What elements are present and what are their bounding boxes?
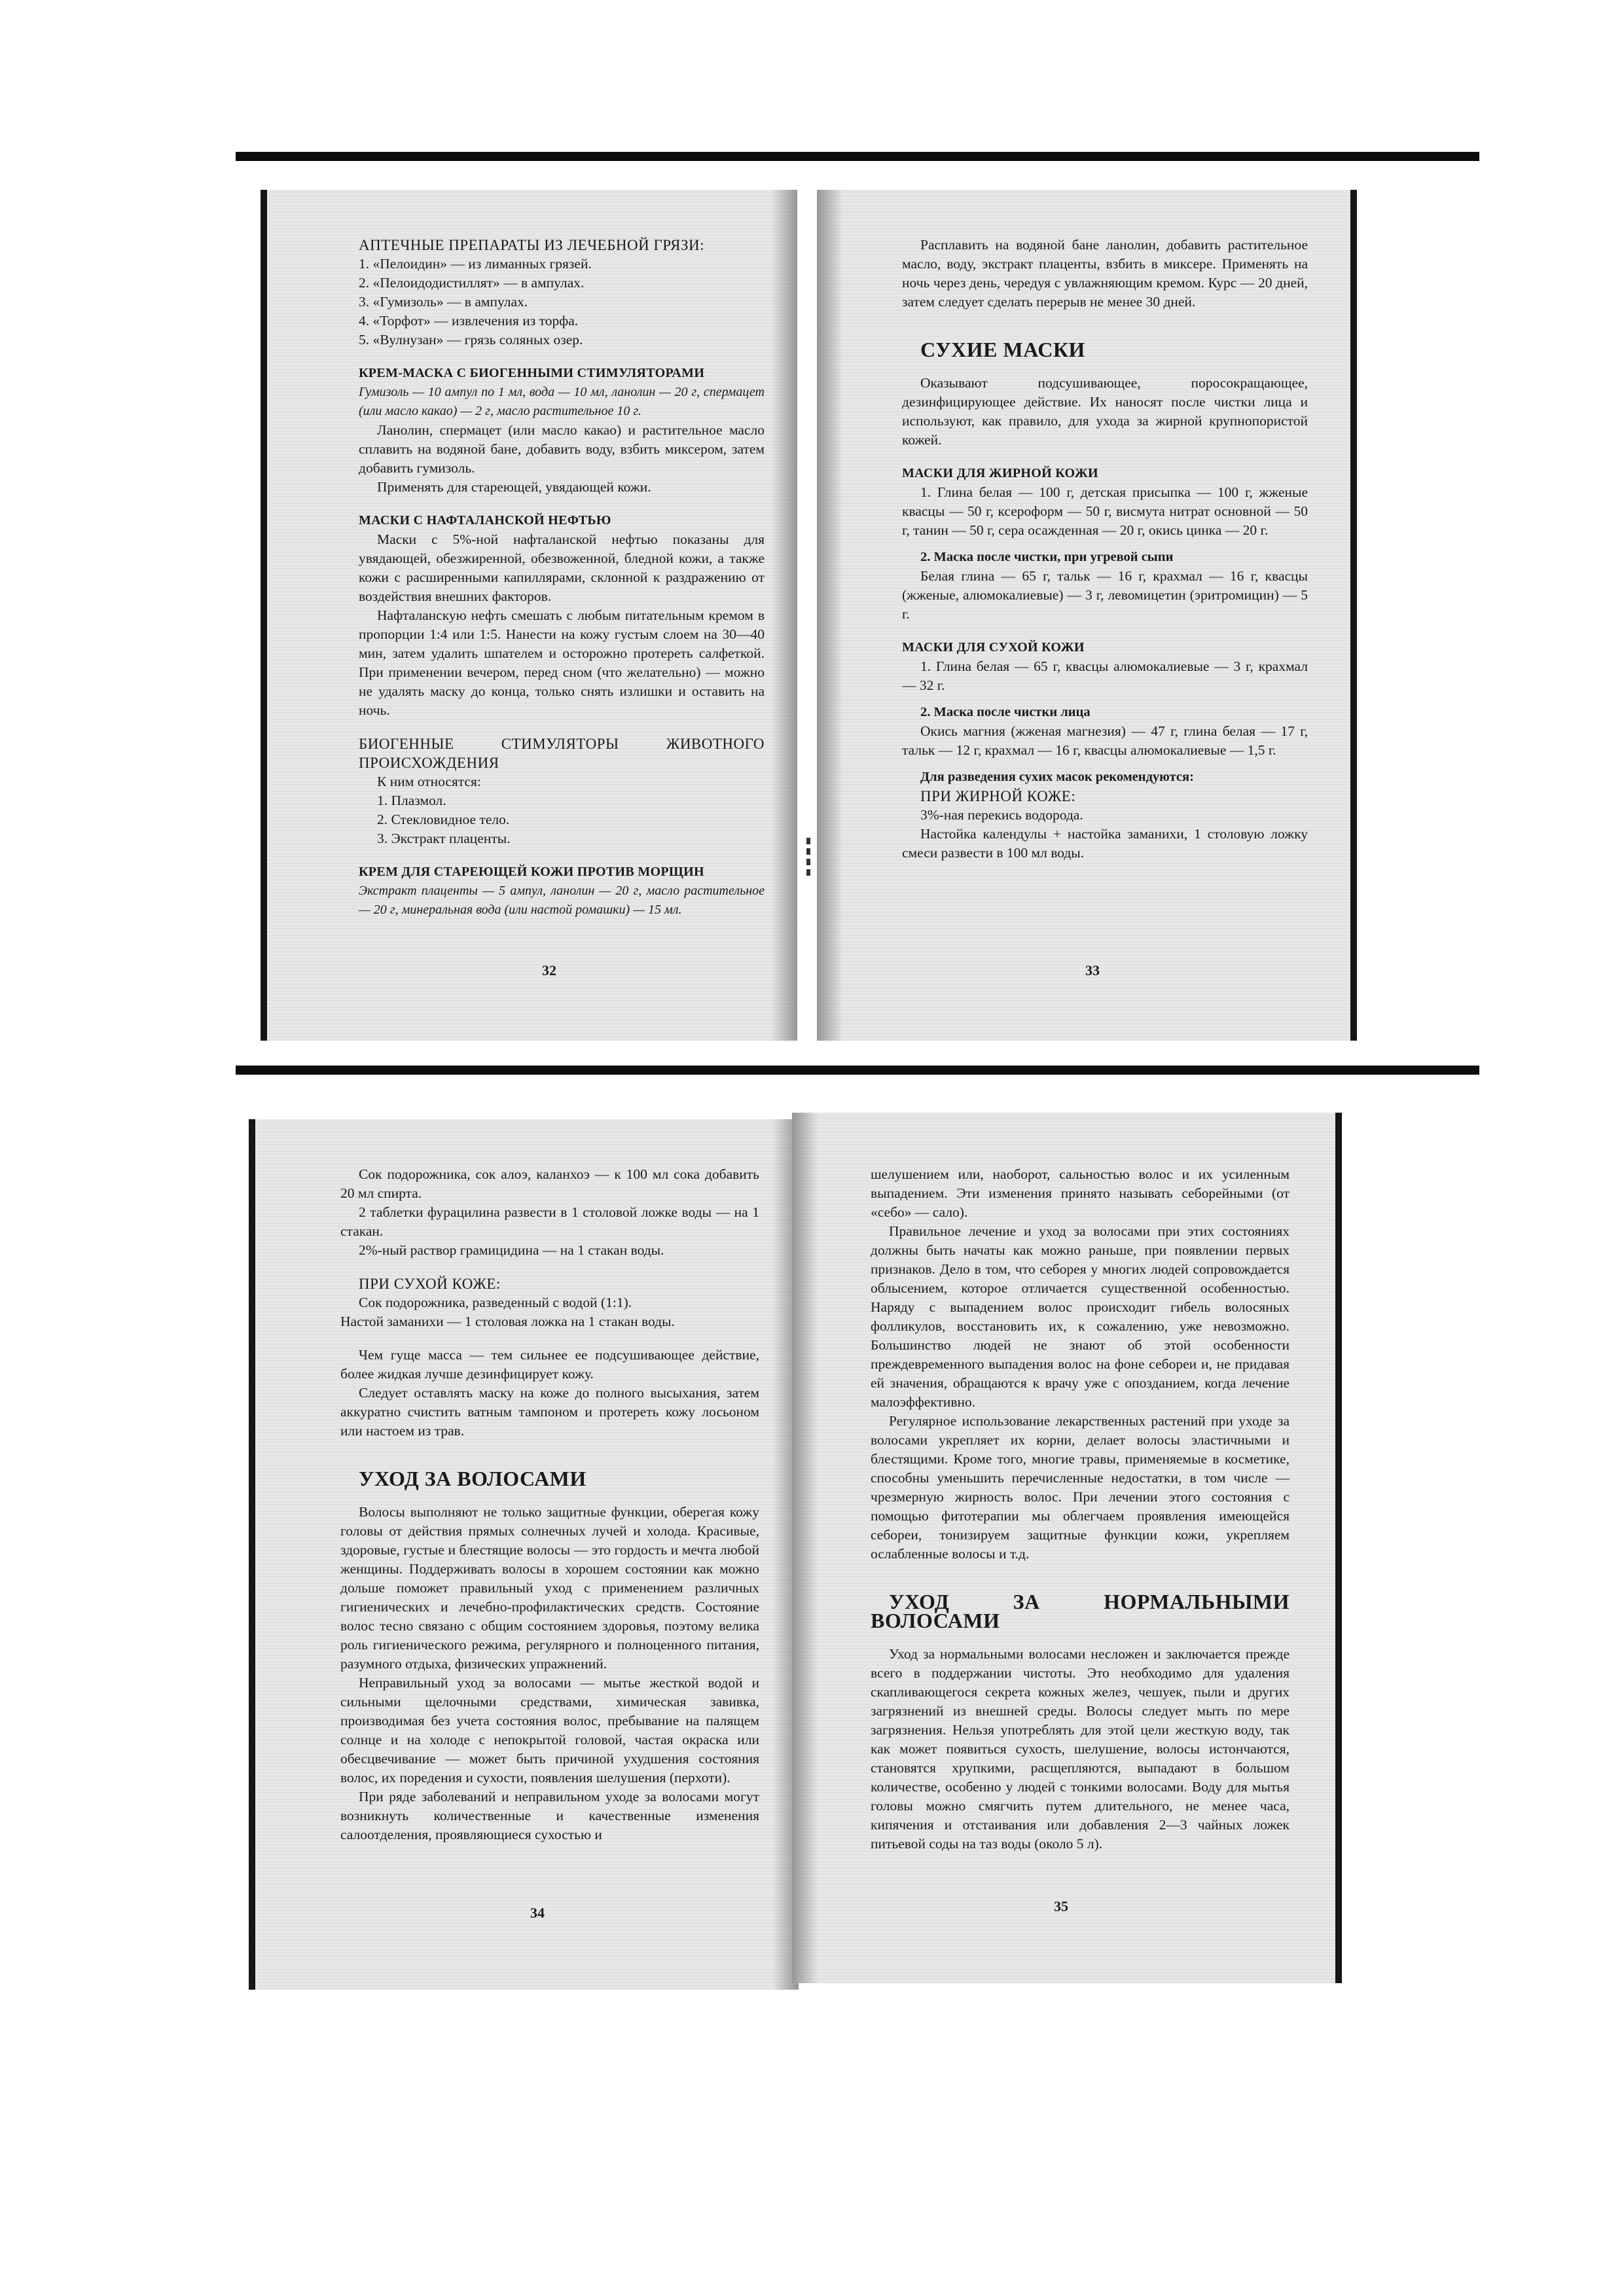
page-33-content — [902, 236, 1308, 863]
paragraph: 1. Глина белая — 100 г, детская присыпка — 100 г, жженые квасцы — 50 г, ксероформ — 50 г, висмута нитрат основной — 50 г, танин — 50 г, сера осажденная — 20 г, окись цинка — 20 г. — [902, 484, 1308, 538]
paragraph: шелушением или, наоборот, сальностью волос и их усиленным выпадением. Эти изменения принято называть себорейными (от «себо» — сало). — [871, 1166, 1290, 1220]
scan-border-bottom — [236, 1066, 1479, 1075]
subheading: Для разведения сухих масок рекомендуются: — [920, 770, 1194, 784]
paragraph: Сок подорожника, разведенный с водой (1:1). — [359, 1295, 632, 1310]
recipe: Экстракт плаценты — 5 ампул, ланолин — 20 г, масло растительное — 20 г, минеральная вода (или настой ромашки) — 15 мл. — [359, 884, 765, 917]
page-number: 32 — [542, 962, 556, 978]
paragraph: Правильное лечение и уход за волосами при этих состояниях должны быть начаты как можно раньше, при появлении первых признаков. Дело в том, что себорея у многих людей сопровождается облысением, которое отличается существенной особенностью. Наряду с выпадением волос происходит гибель волосяных фолликулов, восстановить их, к сожалению, уже невозможно. Большинство людей не знают об этой особенности преждевременного выпадения волос на фоне себореи и, не придавая ей значения, обращаются к врачу уже с опозданием, когда лечение малоэффективно. — [871, 1223, 1290, 1410]
paragraph: Настой заманихи — 1 столовая ложка на 1 стакан воды. — [340, 1314, 675, 1329]
paragraph: Неправильный уход за волосами — мытье жесткой водой и сильными щелочными средствами, химическая завивка, производимая без учета состояния волос, пребывание на палящем солнце и на холоде с непокрытой головой, частая окраска или обесцвечивание — может быть причиной ухудшения состояния волос, их поредения и сухости, появления шелушения (перхоти). — [340, 1675, 759, 1785]
recipe: Гумизоль — 10 ампул по 1 мл, вода — 10 мл, ланолин — 20 г, спермацет (или масло какао) — 2 г, масло растительное 10 г. — [359, 385, 765, 418]
page-35 — [792, 1113, 1342, 1983]
page-35-content — [871, 1165, 1290, 1854]
section-heading: СУХИЕ МАСКИ — [920, 338, 1085, 361]
section-title: АПТЕЧНЫЕ ПРЕПАРАТЫ ИЗ ЛЕЧЕБНОЙ ГРЯЗИ: — [359, 237, 705, 253]
page-number: 35 — [1054, 1898, 1068, 1914]
heading: МАСКИ ДЛЯ ЖИРНОЙ КОЖИ — [902, 466, 1098, 480]
caps-heading: ПРИ СУХОЙ КОЖЕ: — [359, 1276, 501, 1292]
paragraph: 2 таблетки фурацилина развести в 1 столовой ложке воды — на 1 стакан. — [340, 1204, 759, 1239]
heading: КРЕМ ДЛЯ СТАРЕЮЩЕЙ КОЖИ ПРОТИВ МОРЩИН — [359, 865, 704, 879]
page-number: 34 — [530, 1905, 545, 1921]
subheading: 2. Маска после чистки лица — [920, 705, 1091, 719]
page-32 — [261, 190, 797, 1041]
page-number: 33 — [1085, 962, 1100, 978]
list-item: 4. «Торфот» — извлечения из торфа. — [359, 313, 579, 329]
paragraph: Сок подорожника, сок алоэ, каланхоэ — к 100 мл сока добавить 20 мл спирта. — [340, 1166, 759, 1201]
list-item: 3. «Гумизоль» — в ампулах. — [359, 294, 528, 310]
paragraph: Настойка календулы + настойка заманихи, 1 столовую ложку смеси развести в 100 мл воды. — [902, 826, 1308, 861]
paragraph: Волосы выполняют не только защитные функции, оберегая кожу головы от действия прямых солнечных лучей и холода. Красивые, здоровые, густые и блестящие волосы — это гордость и мечта любой женщины. Поддерживать волосы в хорошем состоянии как можно дольше поможет правильный уход с применением различных гигиенических и лечебно-профилактических средств. Состояние волос тесно связано с общим состоянием здоровья, поэтому велика роль гигиенического режима, регулярного и полноценного питания, разумного отдыха, физических упражнений. — [340, 1504, 759, 1672]
paragraph: Окись магния (жженая магнезия) — 47 г, глина белая — 17 г, тальк — 12 г, крахмал — 16 г, квасцы алюмокалиевые — 1,5 г. — [902, 723, 1308, 758]
page-33 — [817, 190, 1357, 1041]
paragraph: Маски с 5%-ной нафталанской нефтью показаны для увядающей, обезжиренной, обезвоженной, бледной кожи, а также кожи с расширенными капиллярами, склонной к раздражению от воздействия внешних факторов. — [359, 531, 765, 604]
paragraph: Чем гуще масса — тем сильнее ее подсушивающее действие, более жидкая лучше дезинфицирует кожу. — [340, 1347, 759, 1382]
paragraph: При ряде заболеваний и неправильном уходе за волосами могут возникнуть количественные и качественные изменения салоотделения, проявляющиеся сухостью и — [340, 1789, 759, 1842]
paragraph: Расплавить на водяной бане ланолин, добавить растительное масло, воду, экстракт плаценты, взбить в миксере. Применять на ночь через день, чередуя с увлажняющим кремом. Курс — 20 дней, затем следует сделать перерыв не менее 30 дней. — [902, 237, 1308, 310]
paragraph: 2%-ный раствор грамицидина — на 1 стакан воды. — [359, 1242, 664, 1258]
section-title: БИОГЕННЫЕ СТИМУЛЯТОРЫ ЖИВОТНОГО ПРОИСХОЖДЕНИЯ — [359, 736, 765, 771]
page-32-content — [359, 236, 765, 920]
page-34 — [249, 1119, 799, 1990]
paragraph: К ним относятся: — [377, 774, 481, 789]
paragraph: 1. Глина белая — 65 г, квасцы алюмокалиевые — 3 г, крахмал — 32 г. — [902, 658, 1308, 693]
paragraph: Уход за нормальными волосами несложен и заключается прежде всего в поддержании чистоты. Это необходимо для удаления скапливающегося секрета кожных желез, чешуек, пыли и других загрязнений из внешней среды. Волосы следует мыть по мере загрязнения. Нельзя употреблять для этой цели жесткую воду, так как может появиться сухость, шелушение, волосы истончаются, становятся хрупкими, расщепляются, выпадают в большом количестве, особенно у людей с тонкими волосами. Воду для мытья головы можно смягчить путем длительного, не менее часа, кипячения и отстаивания или добавления 2—3 чайных ложек питьевой соды на таз воды (около 5 л). — [871, 1646, 1290, 1852]
list-item: 5. «Вулнузан» — грязь соляных озер. — [359, 332, 583, 348]
subheading: 2. Маска после чистки, при угревой сыпи — [920, 550, 1174, 564]
scan-border-top — [236, 152, 1479, 161]
section-heading: УХОД ЗА НОРМАЛЬНЫМИ ВОЛОСАМИ — [871, 1590, 1290, 1632]
paragraph: 3%-ная перекись водорода. — [920, 807, 1083, 823]
paragraph: Белая глина — 65 г, тальк — 16 г, крахмал — 16 г, квасцы (жженые, алюмокалиевые) — 3 г, левомицетин (эритромицин) — 5 г. — [902, 568, 1308, 622]
section-heading: УХОД ЗА ВОЛОСАМИ — [359, 1467, 586, 1490]
paragraph: Следует оставлять маску на коже до полного высыхания, затем аккуратно счистить ватным тампоном и протереть кожу лосьоном или настоем из трав. — [340, 1385, 759, 1439]
heading: МАСКИ ДЛЯ СУХОЙ КОЖИ — [902, 640, 1085, 655]
paragraph: Регулярное использование лекарственных растений при уходе за волосами укрепляет их корни, делает волосы эластичными и блестящими. Кроме того, многие травы, применяемые в косметике, способны уменьшить перечисленные недостатки, в том числе — чрезмерную жирность волос. При лечении этого состояния с помощью фитотерапии мы облегчаем проявления имеющейся себореи, тонизируем защитные функции кожи, укрепляем ослабленные волосы и т.д. — [871, 1413, 1290, 1562]
paragraph: Нафталанскую нефть смешать с любым питательным кремом в пропорции 1:4 или 1:5. Нанести на кожу густым слоем на 30—40 мин, затем удалить шпателем и осторожно протереть салфеткой. При применении вечером, перед сном (что желательно) — можно не удалять маску до конца, только снять излишки и оставить на ночь. — [359, 607, 765, 718]
list-item: 2. Стекловидное тело. — [377, 812, 510, 827]
paragraph: Оказывают подсушивающее, поросокращающее, дезинфицирующее действие. Их наносят после чистки лица и используют, как правило, для ухода за жирной крупнопористой кожей. — [902, 375, 1308, 448]
paragraph: Применять для стареющей, увядающей кожи. — [377, 479, 651, 495]
list-item: 3. Экстракт плаценты. — [377, 831, 511, 846]
heading: КРЕМ-МАСКА С БИОГЕННЫМИ СТИМУЛЯТОРАМИ — [359, 366, 705, 380]
paragraph: Ланолин, спермацет (или масло какао) и растительное масло сплавить на водяной бане, добавить воду, взбить миксером, затем добавить гумизоль. — [359, 422, 765, 476]
caps-heading: ПРИ ЖИРНОЙ КОЖЕ: — [920, 788, 1076, 804]
page-34-content — [340, 1165, 759, 1844]
binding-marks — [806, 838, 810, 880]
list-item: 1. Плазмол. — [377, 793, 446, 808]
list-item: 1. «Пелоидин» — из лиманных грязей. — [359, 256, 592, 272]
list-item: 2. «Пелоидодистиллят» — в ампулах. — [359, 275, 585, 291]
heading: МАСКИ С НАФТАЛАНСКОЙ НЕФТЬЮ — [359, 513, 611, 528]
